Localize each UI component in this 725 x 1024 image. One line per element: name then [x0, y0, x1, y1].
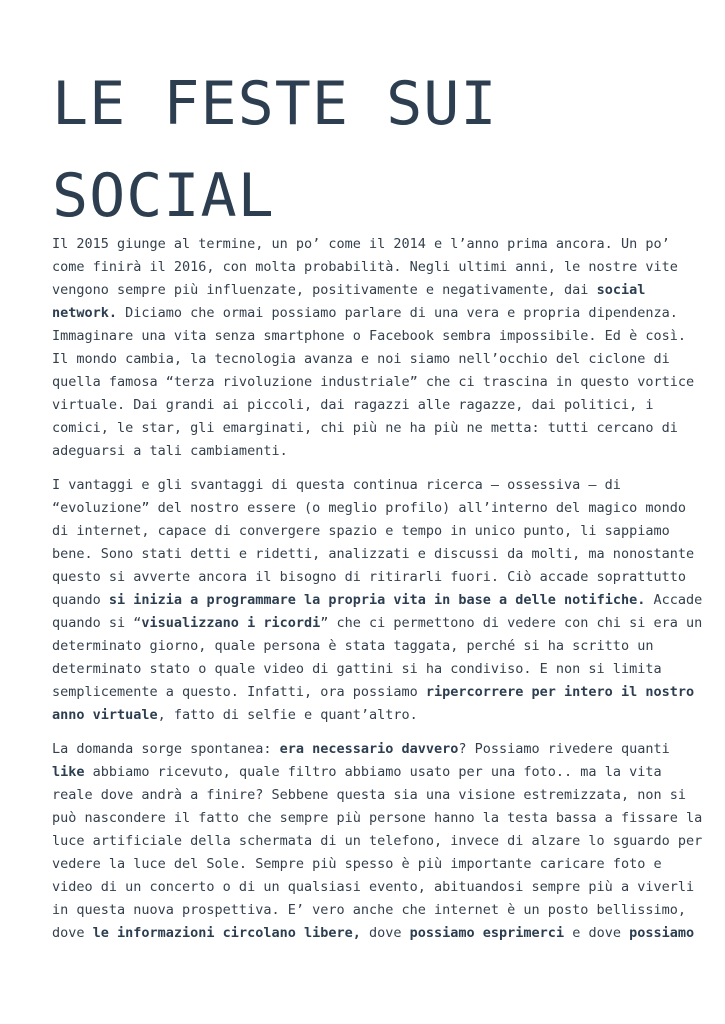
bold-text: like — [52, 764, 85, 780]
text-run: luce artificiale della schermata di un telefono, invece di alzare lo sguardo per — [52, 833, 703, 849]
bold-text: possiamo esprimerci — [409, 925, 565, 941]
text-run: dove — [360, 925, 410, 941]
text-run: adeguarsi a tali cambiamenti. — [52, 443, 288, 459]
text-run: ? Possiamo rivedere quanti — [458, 741, 670, 757]
text-run: reale dove andrà a finire? Sebbene questa sia una visione estremizzata, non si — [52, 787, 686, 803]
article-body — [52, 233, 703, 956]
paragraph — [52, 738, 703, 945]
text-run: può nascondere il fatto che sempre più persone hanno la testa bassa a fissare la — [52, 810, 703, 826]
article-title: LE FESTE SUI SOCIAL — [52, 69, 498, 231]
paragraph — [52, 233, 695, 463]
text-run: determinato giorno, quale persona è stata taggata, perché si ha scritto un — [52, 638, 654, 654]
text-run: quando — [52, 592, 109, 608]
text-run: come finirà il 2016, con molta probabilità. Negli ultimi anni, le nostre vite — [52, 259, 678, 275]
text-run: in questa nuova prospettiva. E’ vero anche che internet è un posto bellissimo, — [52, 902, 686, 918]
bold-text: possiamo — [629, 925, 695, 941]
text-run: vengono sempre più influenzate, positivamente e negativamente, dai — [52, 282, 597, 298]
bold-text: network. — [52, 305, 118, 321]
text-run: comici, le star, gli emarginati, chi più ne ha più ne metta: tutti cercano di — [52, 420, 678, 436]
bold-text: si inizia a programmare la propria vita in base a delle notifiche. — [108, 592, 646, 608]
text-run: semplicemente a questo. Infatti, ora possiamo — [52, 684, 426, 700]
text-run: Diciamo che ormai possiamo parlare di una vera e propria dipendenza. — [117, 305, 678, 321]
bold-text: ripercorrere per intero il nostro — [425, 684, 695, 700]
text-run: Il mondo cambia, la tecnologia avanza e noi siamo nell’occhio del ciclone di — [52, 351, 670, 367]
text-run: quando si “ — [52, 615, 142, 631]
text-run: quella famosa “terza rivoluzione industriale” che ci trascina in questo vortice — [52, 374, 695, 390]
text-run: abbiamo ricevuto, quale filtro abbiamo usato per una foto.. ma la vita — [84, 764, 662, 780]
bold-text: era necessario davvero — [279, 741, 459, 757]
text-run: Accade — [645, 592, 703, 608]
text-run: e dove — [564, 925, 630, 941]
text-run: ” che ci permettono di vedere con chi si era un — [320, 615, 703, 631]
bold-text: visualizzano i ricordi — [141, 615, 321, 631]
text-run: video di un concerto o di un qualsiasi evento, abituandosi sempre più a viverli — [52, 879, 695, 895]
bold-text: le informazioni circolano libere, — [92, 925, 361, 941]
text-run: di internet, capace di convergere spazio e tempo in unico punto, li sappiamo — [52, 523, 670, 539]
text-run: I vantaggi e gli svantaggi di questa continua ricerca – ossessiva – di — [52, 477, 621, 493]
text-run: vedere la luce del Sole. Sempre più spesso è più importante caricare foto e — [52, 856, 662, 872]
text-run: La domanda sorge spontanea: — [52, 741, 280, 757]
text-run: questo si avverte ancora il bisogno di ritirarli fuori. Ciò accade soprattutto — [52, 569, 686, 585]
text-run: , fatto di selfie e quant’altro. — [157, 707, 418, 723]
text-run: bene. Sono stati detti e ridetti, analizzati e discussi da molti, ma nonostante — [52, 546, 695, 562]
text-run: virtuale. Dai grandi ai piccoli, dai ragazzi alle ragazze, dai politici, i — [52, 397, 654, 413]
bold-text: anno virtuale — [52, 707, 158, 723]
text-run: Immaginare una vita senza smartphone o Facebook sembra impossibile. Ed è così. — [52, 328, 686, 344]
text-run: dove — [52, 925, 93, 941]
text-run: determinato stato o quale video di gattini si ha condiviso. E non si limita — [52, 661, 662, 677]
text-run: “evoluzione” del nostro essere (o meglio profilo) all’interno del magico mondo — [52, 500, 686, 516]
paragraph — [52, 474, 703, 727]
bold-text: social — [596, 282, 646, 298]
text-run: Il 2015 giunge al termine, un po’ come il 2014 e l’anno prima ancora. Un po’ — [52, 236, 670, 252]
